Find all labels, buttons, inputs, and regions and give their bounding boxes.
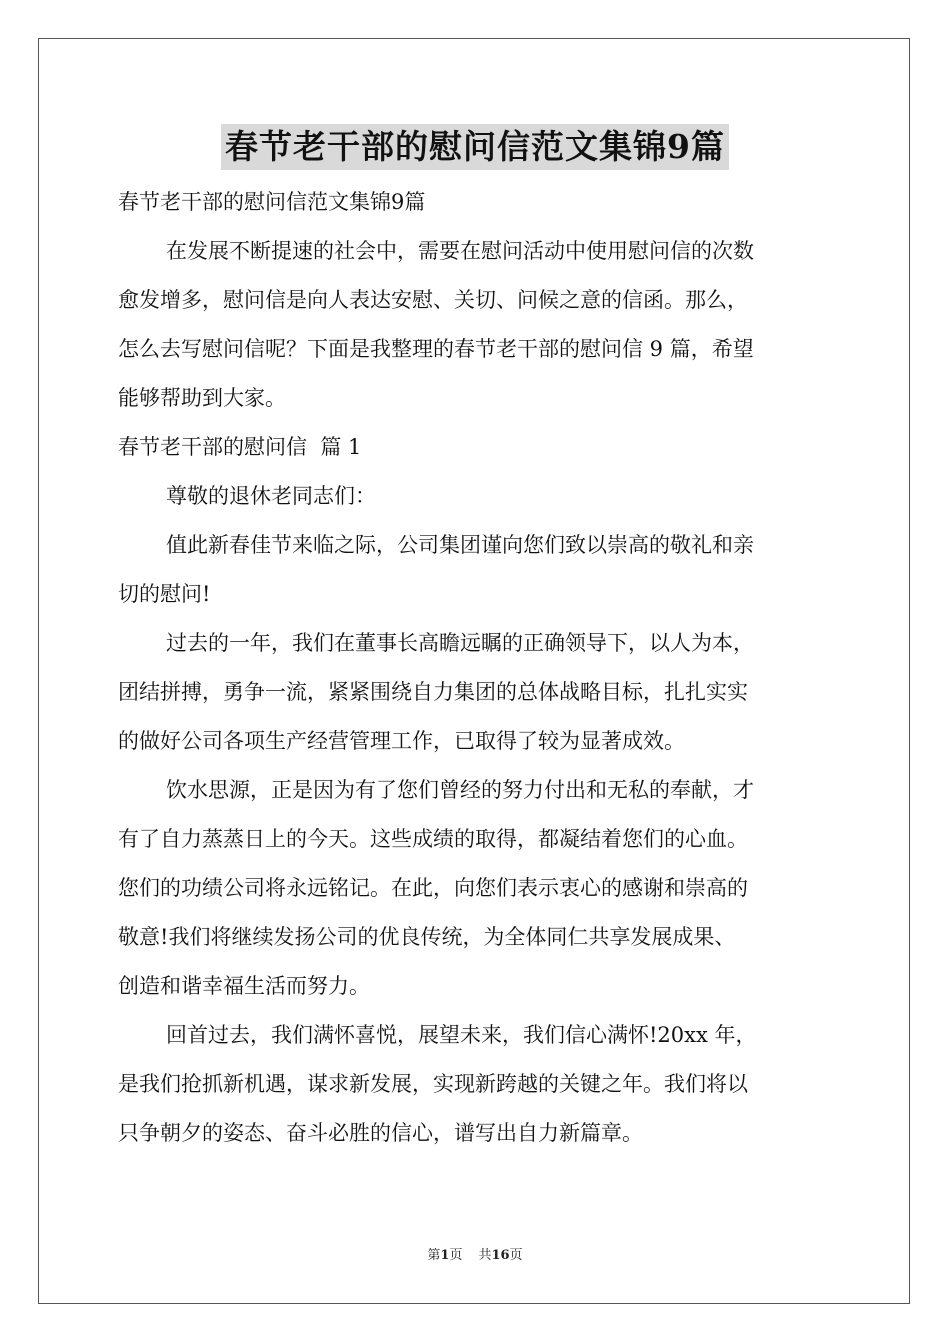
paragraph-gratitude [118,766,834,1011]
intro-line: 在发展不断提速的社会中，需要在慰问活动中使用慰问信的次数 [166,239,754,263]
paragraph-line: 团结拼搏，勇争一流，紧紧围绕自力集团的总体战略目标，扎扎实实 [118,680,748,704]
document-title-text: 春节老干部的慰问信范文集锦9篇 [221,124,729,170]
paragraph-line: 您们的功绩公司将永远铭记。在此，向您们表示衷心的感谢和崇高的 [118,876,748,900]
intro-paragraph [118,227,834,423]
page-suffix: 页 [449,1248,463,1263]
paragraph-review [118,619,834,766]
document-title [0,124,950,170]
intro-line: 怎么去写慰问信呢？下面是我整理的春节老干部的慰问信 9 篇，希望 [118,337,754,361]
total-suffix: 页 [509,1248,523,1263]
paragraph-line: 值此新春佳节来临之际，公司集团谨向您们致以崇高的敬礼和亲 [166,533,754,557]
page-prefix: 第 [427,1248,441,1263]
document-body [118,178,834,1158]
page-number: 1 [440,1248,450,1263]
paragraph-line: 饮水思源，正是因为有了您们曾经的努力付出和无私的奉献，才 [166,778,754,802]
paragraph-line: 的做好公司各项生产经营管理工作，已取得了较为显著成效。 [118,729,685,753]
total-pages: 16 [491,1248,510,1263]
document-subtitle: 春节老干部的慰问信范文集锦9篇 [118,190,426,214]
paragraph-line: 过去的一年，我们在董事长高瞻远瞩的正确领导下，以人为本， [166,631,754,655]
paragraph-line: 切的慰问! [118,582,211,606]
paragraph-line: 敬意!我们将继续发扬公司的优良传统，为全体同仁共享发展成果、 [118,925,736,949]
intro-line: 能够帮助到大家。 [118,386,286,410]
section-heading: 春节老干部的慰问信 篇 1 [118,435,362,459]
paragraph-greeting [118,521,834,619]
paragraph-line: 只争朝夕的姿态、奋斗必胜的信心，谱写出自力新篇章。 [118,1121,643,1145]
paragraph-line: 回首过去，我们满怀喜悦，展望未来，我们信心满怀!20xx 年， [166,1023,757,1047]
paragraph-outlook [118,1011,834,1158]
paragraph-line: 创造和谐幸福生活而努力。 [118,974,370,998]
salutation: 尊敬的退休老同志们： [166,484,376,508]
paragraph-line: 是我们抢抓新机遇，谋求新发展，实现新跨越的关键之年。我们将以 [118,1072,748,1096]
intro-line: 愈发增多，慰问信是向人表达安慰、关切、问候之意的信函。那么， [118,288,748,312]
total-prefix: 共 [478,1248,492,1263]
page-footer [0,1246,950,1266]
paragraph-line: 有了自力蒸蒸日上的今天。这些成绩的取得，都凝结着您们的心血。 [118,827,748,851]
